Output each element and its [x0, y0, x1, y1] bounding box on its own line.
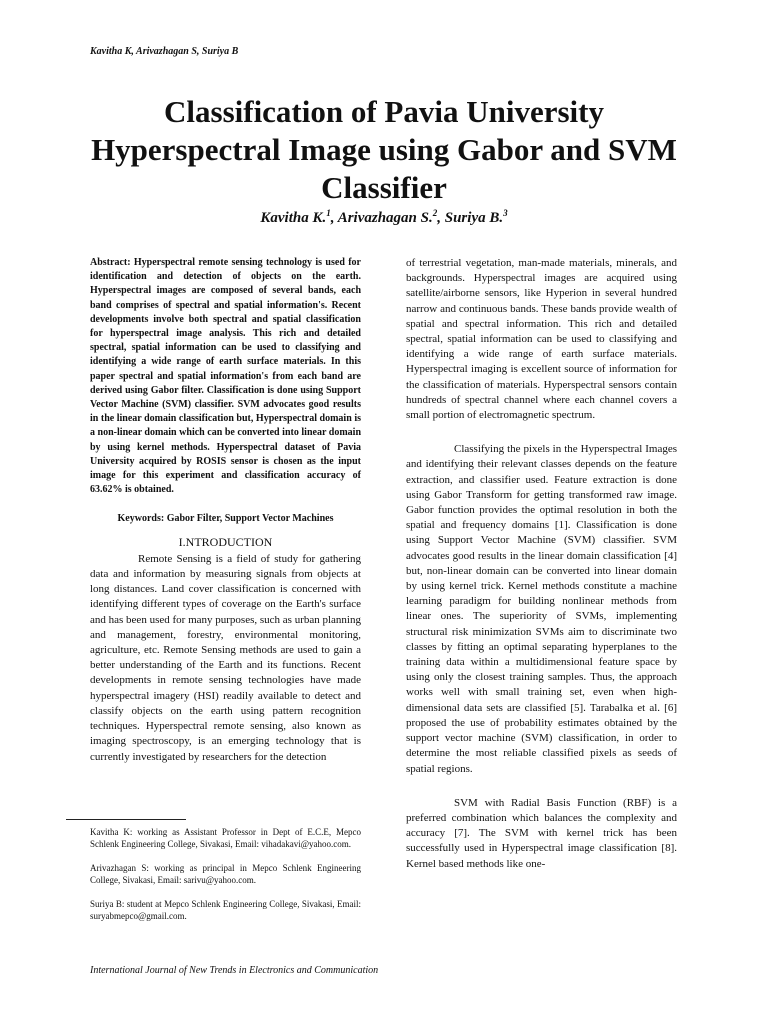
author-1: Kavitha K.	[260, 210, 327, 226]
abstract: Abstract: Hyperspectral remote sensing technology is used for identification and detection of objects on the earth. Hyperspectral images are composed of several bands, each band comprises of spectral and spatial information's. Recent developments involve both spectral and spatial classification for hyperspectral image analysis. This rich and detailed spectral, spatial information can be used to classifying and identifying a wide range of earth surface materials. In this paper spectral and spatial information's from each band are derived using Gabor filter. Classification is done using Support Vector Machine (SVM) classifier. SVM advocates good results in the linear domain classification but, Hyperspectral domain is a non-linear domain which can be converted into linear domain by using kernel methods. Hyperspectral dataset of Pavia University acquired by ROSIS sensor is chosen as the input image for this experiment and classification accuracy of 63.62% is obtained.	[90, 257, 361, 496]
keywords: Keywords: Gabor Filter, Support Vector Machines	[117, 513, 334, 525]
left-column	[90, 256, 361, 765]
footnote-divider	[66, 819, 186, 820]
right-column	[406, 256, 677, 872]
author-2: Arivazhagan S.	[337, 210, 433, 226]
footnote-1: Kavitha K: working as Assistant Professor in Dept of E.C.E, Mepco Schlenk Engineering College, Sivakasi, Email: vihadakavi@yahoo.com.	[90, 827, 361, 850]
author-3-affiliation: 3	[503, 208, 508, 218]
intro-paragraph: Remote Sensing is a field of study for gathering data and information by measuring signals from objects at long distances. Land cover classification is concerned with identifying different types of coverage on the Earth's surface and has been used for many purposes, such as urban planning and management, forestry, environmental monitoring, agriculture, etc. Remote Sensing methods are used to gain a better understanding of the Earth and its functions. Recent developments in remote sensing technologies have made hyperspectral imagery (HSI) readily available to detect and classify objects on the earth using pattern recognition techniques. Hyperspectral remote sensing, also known as imaging spectroscopy, is an emerging technology that is currently investigated by researchers for the detection	[90, 552, 361, 763]
footnote-2: Arivazhagan S: working as principal in Mepco Schlenk Engineering College, Sivakasi, Email: sarivu@yahoo.com.	[90, 862, 361, 886]
body-paragraph-1: of terrestrial vegetation, man-made materials, minerals, and backgrounds. Hyperspectral images are acquired using satellite/airborne sensors, like Hyperion in several hundred narrow and continuous bands. These bands provide wealth of spatial and spectral information. This rich and detailed spectral, spatial information can be used to classifying and identifying a wide range of earth surface materials. Hyperspectral imaging is excellent source of information for the classification of materials. Hyperspectral sensors contain hundreds of spectral channel where each channel covers a small portion of electromagnetic spectrum.	[406, 257, 677, 422]
paper-title	[60, 93, 708, 207]
body-paragraph-2: Classifying the pixels in the Hyperspectral Images and identifying their relevant classes depends on the feature extraction, and classifier used. Feature extraction is done using Gabor Transform for getting transformed raw image. Gabor function provides the optimal resolution in both the spatial and frequency domains [1]. Classification is done using Support Vector Machine (SVM) classifier. SVM advocates good results in the linear domain classification [4] but, non-linear domain can be converted into linear domain by using kernel trick. Kernel methods constitute a machine learning paradigm for building nonlinear methods from linear ones. The superiority of SVMs, implementing structural risk minimization SVMs aim to discriminate two classes by fitting an optimal separating hyperplanes to the training data within a multidimensional feature space by using only the closest training samples. Thus, the approach works well with small training set, even when high-dimensional data sets are classified [5]. Tarabalka et al. [6] proposed the use of probability estimates obtained by the support vector machine (SVM) classification, in order to determine the most reliable classified pixels as seeds of spatial regions.	[406, 443, 677, 775]
author-2-affiliation: 2	[432, 208, 438, 218]
section-heading-introduction: I.NTRODUCTION	[178, 534, 273, 549]
journal-footer: International Journal of New Trends in Electronics and Communication	[90, 965, 379, 976]
author-3: Suriya B.	[444, 210, 504, 226]
footnote-3: Suriya B: student at Mepco Schlenk Engineering College, Sivakasi, Email: suryabmepco@gmail.com.	[90, 898, 361, 922]
title-line-2: Hyperspectral Image using Gabor and SVM	[91, 132, 677, 167]
running-head: Kavitha K, Arivazhagan S, Suriya B	[90, 46, 239, 57]
author-footnotes	[90, 826, 361, 933]
author-separator: ,	[437, 210, 445, 226]
author-list	[60, 208, 708, 227]
author-separator: ,	[330, 210, 338, 226]
body-paragraph-3: SVM with Radial Basis Function (RBF) is a preferred combination which balances the complexity and accuracy [7]. The SVM with kernel trick has been successfully used in Hyperspectral image classification [8]. Kernel based methods like one-	[406, 796, 677, 870]
title-line-1: Classification of Pavia University	[164, 94, 604, 129]
title-line-3: Classifier	[321, 170, 447, 205]
author-1-affiliation: 1	[326, 208, 331, 218]
